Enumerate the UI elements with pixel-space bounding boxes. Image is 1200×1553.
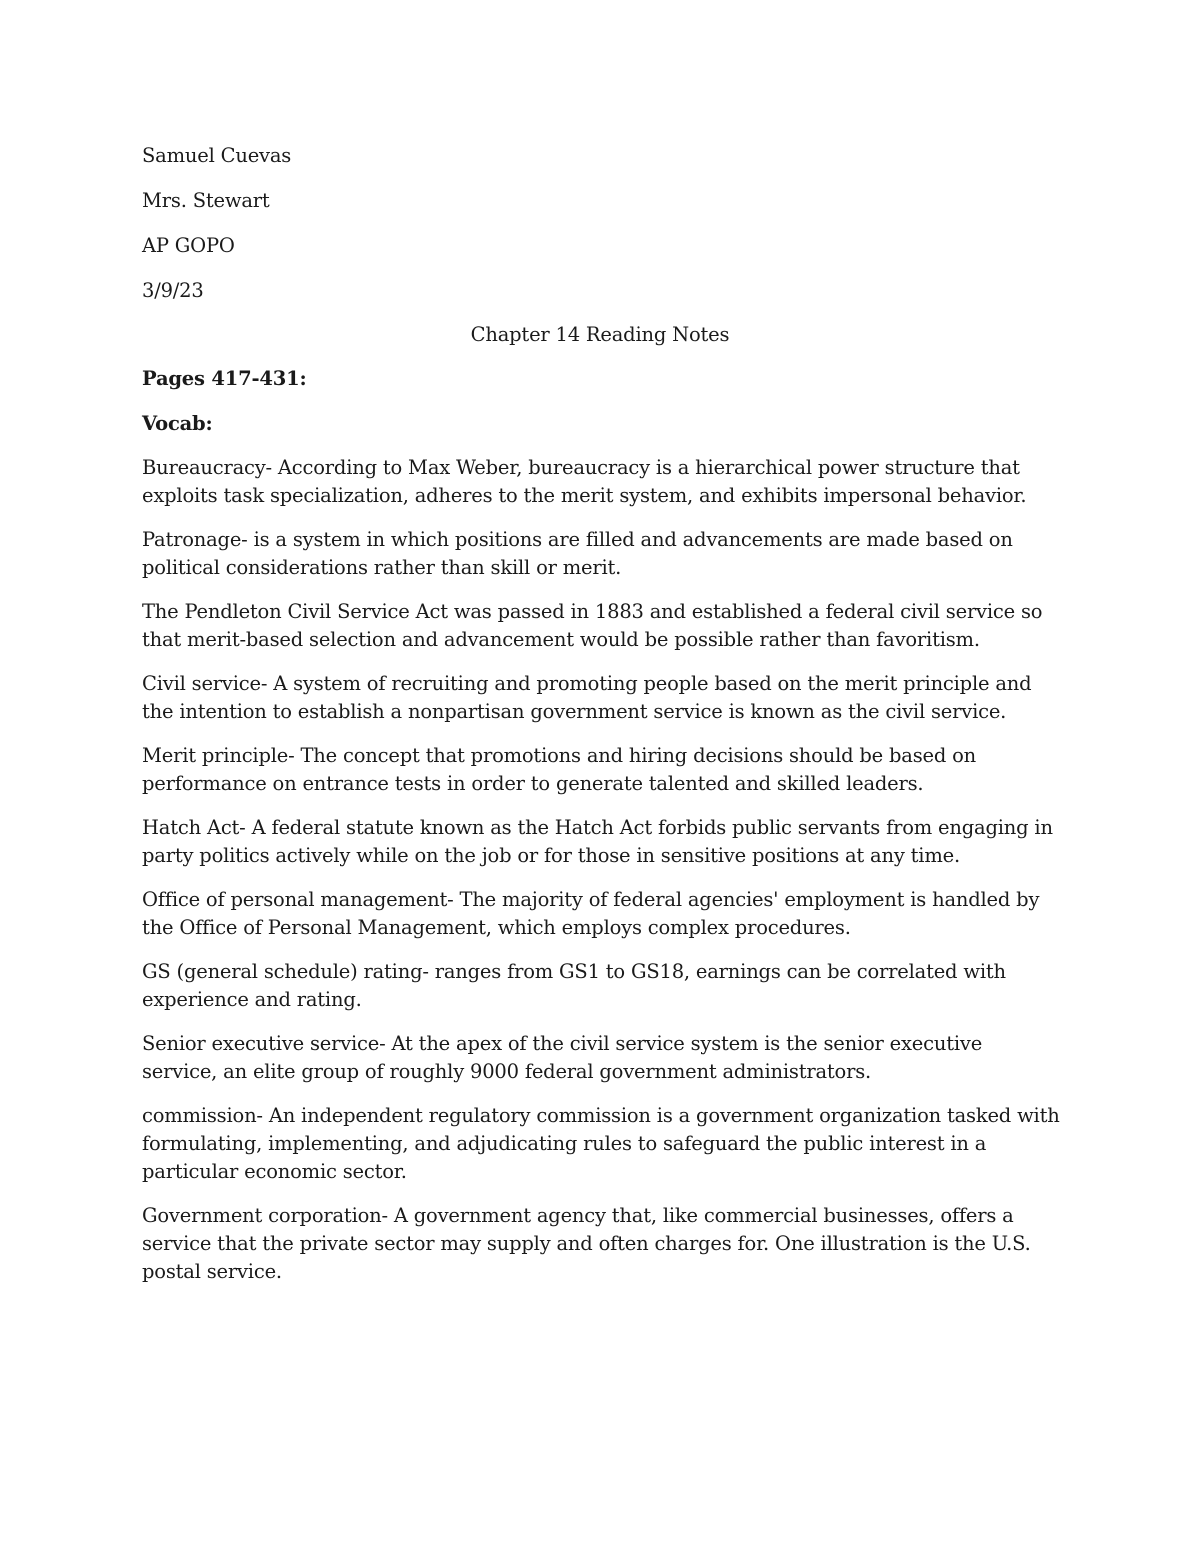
document-body — [142, 141, 1062, 1302]
vocab-entries — [142, 454, 1062, 1286]
vocab-entry: GS (general schedule) rating- ranges from GS1 to GS18, earnings can be correlated with experience and rating. — [142, 960, 1006, 1011]
student-name: Samuel Cuevas — [142, 144, 292, 167]
vocab-entry: Patronage- is a system in which positions are filled and advancements are made based on political considerations rather than skill or merit. — [142, 528, 1013, 579]
vocab-entry: Civil service- A system of recruiting and promoting people based on the merit principle and the intention to establish a nonpartisan government service is known as the civil service. — [142, 672, 1032, 723]
document-title: Chapter 14 Reading Notes — [470, 323, 730, 346]
vocab-entry: Hatch Act- A federal statute known as the Hatch Act forbids public servants from engaging in party politics actively while on the job or for those in sensitive positions at any time. — [142, 816, 1053, 867]
vocab-entry: Bureaucracy- According to Max Weber, bureaucracy is a hierarchical power structure that exploits task specialization, adheres to the merit system, and exhibits impersonal behavior. — [142, 456, 1027, 507]
vocab-entry: Senior executive service- At the apex of the civil service system is the senior executive service, an elite group of roughly 9000 federal government administrators. — [142, 1032, 983, 1083]
pages-label: Pages 417-431: — [142, 367, 307, 390]
course-name: AP GOPO — [142, 234, 235, 257]
vocab-entry: commission- An independent regulatory commission is a government organization tasked with formulating, implementing, and adjudicating rules to safeguard the public interest in a particular economic sector. — [142, 1104, 1060, 1183]
vocab-label: Vocab: — [142, 412, 213, 435]
vocab-entry: The Pendleton Civil Service Act was passed in 1883 and established a federal civil service so that merit-based selection and advancement would be possible rather than favoritism. — [142, 600, 1043, 651]
vocab-entry: Government corporation- A government agency that, like commercial businesses, offers a service that the private sector may supply and often charges for. One illustration is the U.S. postal service. — [142, 1204, 1031, 1283]
vocab-entry: Office of personal management- The majority of federal agencies' employment is handled by the Office of Personal Management, which employs complex procedures. — [142, 888, 1040, 939]
teacher-name: Mrs. Stewart — [142, 189, 270, 212]
vocab-entry: Merit principle- The concept that promotions and hiring decisions should be based on performance on entrance tests in order to generate talented and skilled leaders. — [142, 744, 977, 795]
document-date: 3/9/23 — [142, 279, 204, 302]
